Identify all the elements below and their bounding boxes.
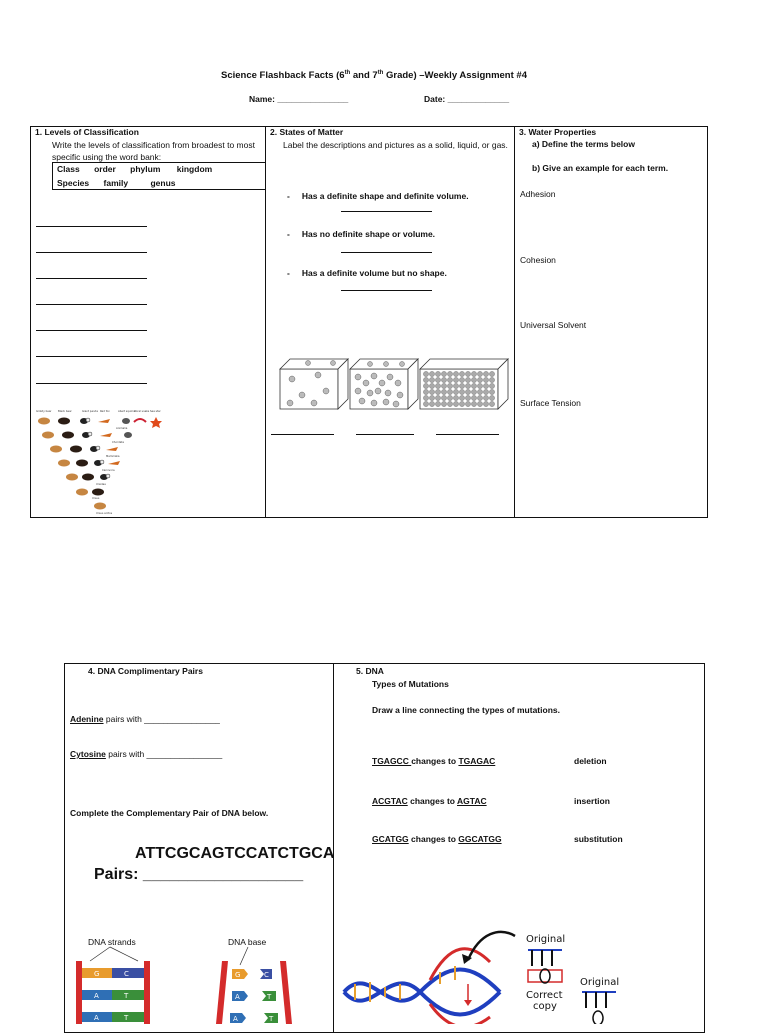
dna-ladder-image (70, 945, 300, 1024)
picture-answer-1[interactable] (271, 434, 334, 435)
svg-text:C: C (124, 970, 129, 978)
copy-label: copy (533, 1001, 557, 1012)
word-kingdom: kingdom (176, 164, 213, 174)
cytosine-question: Cytosine pairs with ________________ (70, 749, 223, 759)
picture-answer-3[interactable] (436, 434, 499, 435)
pyr-label: Sea star (150, 410, 161, 413)
dna-sequence: ATTCGCAGTCCATCTGCA (135, 845, 335, 862)
pyr-level: Chordata (112, 441, 124, 444)
complete-instruction: Complete the Complementary Pair of DNA below. (70, 808, 269, 818)
dna-replication-image (340, 922, 630, 1024)
pyr-level: Carnivora (102, 469, 115, 472)
original-label-2: Original (580, 977, 620, 988)
word-species: Species (57, 178, 90, 188)
page-title: Science Flashback Facts (6th and 7th Grade) –Weekly Assignment #4 (221, 70, 527, 82)
term-adhesion: Adhesion (520, 189, 556, 199)
pairs-answer[interactable]: Pairs: __________________ (94, 866, 304, 883)
section5-subheading: Types of Mutations (372, 679, 449, 689)
pyr-level: Ursidae (96, 483, 106, 486)
pyr-level: Ursus (92, 497, 100, 500)
mutation-type-substitution[interactable]: substitution (574, 834, 623, 844)
answer-line-2[interactable] (36, 252, 147, 253)
states-of-matter-image (278, 355, 512, 411)
pyr-level: Animalia (116, 427, 128, 430)
matter-item-2: - Has no definite shape or volume. (287, 229, 436, 239)
section5-heading: 5. DNA (356, 666, 384, 676)
pyr-label: Black bear (58, 410, 72, 413)
section3-heading: 3. Water Properties (519, 127, 597, 137)
date-field[interactable]: Date: _____________ (424, 94, 510, 104)
svg-text:T: T (124, 992, 129, 1000)
mutation-row-3: GCATGG changes to GGCATGG (372, 834, 502, 844)
svg-text:G: G (94, 970, 100, 978)
matter-item-3: - Has a definite volume but no shape. (287, 268, 447, 278)
matter-answer-1[interactable] (341, 211, 432, 212)
svg-text:T: T (269, 1015, 274, 1023)
svg-text:A: A (233, 1015, 238, 1023)
answer-line-6[interactable] (36, 356, 147, 357)
svg-text:T: T (267, 993, 272, 1001)
answer-line-4[interactable] (36, 304, 147, 305)
term-surface-tension: Surface Tension (520, 398, 581, 408)
divider (514, 126, 515, 518)
svg-text:A: A (94, 992, 99, 1000)
word-genus: genus (150, 178, 176, 188)
original-label: Original (526, 934, 566, 945)
pyr-level: Mammalia (106, 455, 120, 458)
section5-instructions: Draw a line connecting the types of mutations. (372, 705, 560, 715)
pyr-label: Coral snake (134, 410, 150, 413)
word-class: Class (57, 164, 80, 174)
svg-text:C: C (264, 971, 269, 979)
section1-instructions: Write the levels of classification from broadest to most specific using the word bank: (52, 140, 255, 162)
picture-answer-2[interactable] (356, 434, 414, 435)
section3-instruction-b: b) Give an example for each term. (532, 163, 669, 173)
word-bank-row1 (57, 164, 212, 174)
answer-line-1[interactable] (36, 226, 147, 227)
pyr-label: Red fox (100, 410, 110, 413)
word-bank-row2 (57, 178, 176, 188)
word-family: family (103, 178, 129, 188)
section2-heading: 2. States of Matter (270, 127, 344, 137)
answer-line-7[interactable] (36, 383, 147, 384)
matter-item-1: - Has a definite shape and definite volume. (287, 191, 469, 201)
section4-heading: 4. DNA Complimentary Pairs (88, 666, 203, 676)
matter-answer-2[interactable] (341, 252, 432, 253)
correct-label: Correct (526, 990, 563, 1001)
pyr-level: Ursus arctos (96, 512, 113, 515)
pyr-label: Grizzly bear (36, 410, 52, 413)
section2-instructions: Label the descriptions and pictures as a solid, liquid, or gas. (283, 140, 508, 150)
answer-line-5[interactable] (36, 330, 147, 331)
word-order: order (94, 164, 116, 174)
section3-instruction-a: a) Define the terms below (532, 139, 635, 149)
dna-strands-label: DNA strands (88, 937, 136, 947)
mutation-type-deletion[interactable]: deletion (574, 756, 607, 766)
answer-line-3[interactable] (36, 278, 147, 279)
mutation-row-1: TGAGCC changes to TGAGAC (372, 756, 496, 766)
classification-pyramid-image (34, 406, 174, 516)
dna-base-label: DNA base (228, 937, 267, 947)
term-cohesion: Cohesion (520, 255, 556, 265)
mutation-row-2: ACGTAC changes to AGTAC (372, 796, 487, 806)
mutation-type-insertion[interactable]: insertion (574, 796, 610, 806)
svg-text:A: A (235, 993, 240, 1001)
adenine-question: Adenine pairs with ________________ (70, 714, 220, 724)
term-universal-solvent: Universal Solvent (520, 320, 587, 330)
word-phylum: phylum (130, 164, 161, 174)
pyr-label: Giant panda (82, 410, 98, 413)
svg-text:A: A (94, 1014, 99, 1022)
name-field[interactable]: Name: _______________ (249, 94, 349, 104)
section1-heading: 1. Levels of Classification (35, 127, 139, 137)
svg-text:G: G (235, 971, 241, 979)
pyr-label: Abert squirrel (118, 410, 136, 413)
svg-text:T: T (124, 1014, 129, 1022)
matter-answer-3[interactable] (341, 290, 432, 291)
